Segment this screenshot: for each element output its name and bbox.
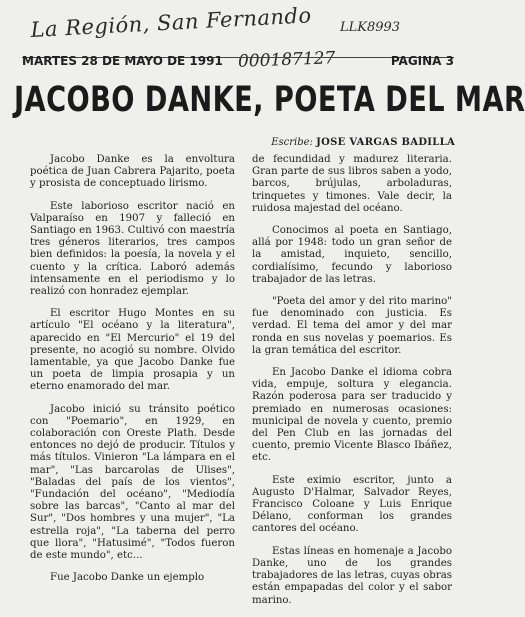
article-column-right [252, 150, 452, 617]
handwritten-id-number: 000187127 [237, 48, 336, 72]
paragraph: Jacobo Danke es la envoltura poética de Juan Cabrera Pajarito, poeta y prosista de conceptuado lirismo. [30, 154, 235, 190]
paragraph: El escritor Hugo Montes en su artículo "El océano y la literatura", aparecido en "El Mercurio" el 19 del presente, no acogió su nombre. Olvido lamentable, ya que Jacobo Danke fue un poeta de limpia prosapia y un eterno enamorado del mar. [30, 308, 235, 393]
paragraph: Este eximio escritor, junto a Augusto D'Halmar, Salvador Reyes, Francisco Coloane y Luis Enrique Délano, conforman los grandes cantores del océano. [252, 474, 452, 535]
handwritten-archive-code: LLK8993 [340, 20, 401, 35]
paragraph: Fue Jacobo Danke un ejemplo [50, 572, 205, 584]
paragraph: En Jacobo Danke el idioma cobra vida, empuje, soltura y elegancia. Razón poderosa para ser traducido y premiado en numerosas ocasiones: municipal de novela y cuento, premio del Pen Club en las jornadas del cuento, premio Vicente Blasco Ibáñez, etc. [252, 367, 452, 464]
paragraph: de fecundidad y madurez literaria. Gran parte de sus libros saben a yodo, barcos, brújulas, arboladuras, trinquetes y timones. Vale decir, la ruidosa majestad del océano. [252, 154, 452, 214]
page-number: PAGINA 3 [390, 54, 454, 68]
paragraph: Conocimos al poeta en Santiago, allá por 1948: todo un gran señor de la amistad, inquieto, sencillo, cordialísimo, fecundo y laborioso trabajador de las letras. [252, 225, 452, 285]
byline [271, 137, 455, 148]
article-column-left [30, 150, 235, 595]
paragraph: Jacobo inició su tránsito poético con "Poemario", en 1929, en colaboración con Oreste Plath. Desde entonces no dejó de producir. Títulos y más títulos. Vinieron "La lámpara en el mar", "Las barcarolas de Ulises", "Baladas del país de los vientos", "Fundación del océano", "Mediodía sobre las barcas", "Canto al mar del Sur", "Dos hombres y una mujer", "La estrella roja", "La taberna del perro que llora", "Hatusimé", "Todos fueron de este mundo", etc... [30, 403, 235, 562]
paragraph: Este laborioso escritor nació en Valparaíso en 1907 y falleció en Santiago en 1963. Cultivó con maestría tres géneros literarios, tres campos bien definidos: la poesía, la novela y el cuento y la crítica. Laboró además intensamente en el periodismo y lo realizó con honradez ejemplar. [30, 200, 235, 298]
handwritten-source-note: La Región, San Fernando [30, 3, 313, 42]
article-headline: JACOBO DANKE, POETA DEL MAR [14, 80, 525, 120]
issue-date: MARTES 28 DE MAYO DE 1991 [22, 54, 223, 68]
byline-author: JOSE VARGAS BADILLA [316, 137, 455, 148]
paragraph: Estas líneas en homenaje a Jacobo Danke, uno de los grandes trabajadores de las letras, cuyas obras están empapadas del color y el sabor marino. [252, 545, 452, 606]
paragraph: "Poeta del amor y del rito marino" fue denominado con justicia. Es verdad. El tema del amor y del mar ronda en sus novelas y poemarios. Es la gran temática del escritor. [252, 296, 452, 356]
byline-prefix: Escribe: [271, 137, 313, 148]
